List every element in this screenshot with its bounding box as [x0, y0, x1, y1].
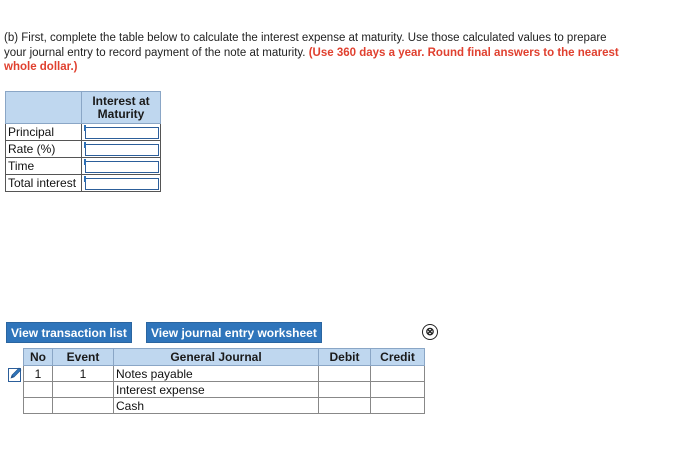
table-row-time — [6, 158, 161, 175]
pencil-icon[interactable] — [8, 366, 22, 382]
row-event — [53, 382, 114, 398]
table-row — [24, 366, 425, 382]
column-header-interest-at-maturity: Interest at Maturity — [82, 92, 161, 124]
input-marker — [84, 159, 86, 165]
row-account: Interest expense — [114, 382, 319, 398]
header-general-journal: General Journal — [114, 349, 319, 366]
row-no: 1 — [24, 366, 53, 382]
row-event: 1 — [53, 366, 114, 382]
principal-cell — [82, 124, 161, 141]
row-event — [53, 398, 114, 414]
row-no — [24, 398, 53, 414]
table-row-principal — [6, 124, 161, 141]
row-credit — [371, 382, 425, 398]
view-transaction-list-button[interactable]: View transaction list — [6, 322, 132, 343]
instructions-line-2: your journal entry to record payment of the note at maturity. — [4, 46, 306, 59]
instructions-emphasis: (Use 360 days a year. Round final answers to the nearest whole dollar.) — [4, 46, 619, 73]
input-marker — [84, 125, 86, 131]
table-row-total-interest — [6, 175, 161, 192]
total-interest-input[interactable] — [85, 178, 159, 190]
journal-header-row — [24, 349, 425, 366]
row-credit — [371, 398, 425, 414]
rate-cell — [82, 141, 161, 158]
time-input[interactable] — [85, 161, 159, 173]
instructions-line-1: (b) First, complete the table below to calculate the interest expense at maturity. Use those calculated values to prepare — [4, 32, 607, 44]
table-row-rate — [6, 141, 161, 158]
row-debit — [319, 382, 371, 398]
instructions — [4, 31, 644, 75]
interest-table — [5, 91, 161, 192]
header-debit: Debit — [319, 349, 371, 366]
row-no — [24, 382, 53, 398]
principal-input[interactable] — [85, 127, 159, 139]
table-corner — [6, 92, 82, 124]
row-label-total-interest: Total interest — [6, 175, 82, 192]
row-account: Notes payable — [114, 366, 319, 382]
table-row — [24, 398, 425, 414]
row-debit — [319, 398, 371, 414]
row-label-rate: Rate (%) — [6, 141, 82, 158]
input-marker — [84, 176, 86, 182]
close-icon[interactable]: ⊗ — [422, 324, 438, 340]
total-interest-cell — [82, 175, 161, 192]
input-marker — [84, 142, 86, 148]
row-account: Cash — [114, 398, 319, 414]
time-cell — [82, 158, 161, 175]
header-no: No — [24, 349, 53, 366]
journal-table — [23, 348, 425, 414]
view-journal-entry-worksheet-button[interactable]: View journal entry worksheet — [146, 322, 322, 343]
table-row — [24, 382, 425, 398]
header-credit: Credit — [371, 349, 425, 366]
row-credit — [371, 366, 425, 382]
rate-input[interactable] — [85, 144, 159, 156]
row-debit — [319, 366, 371, 382]
row-label-time: Time — [6, 158, 82, 175]
row-label-principal: Principal — [6, 124, 82, 141]
header-event: Event — [53, 349, 114, 366]
